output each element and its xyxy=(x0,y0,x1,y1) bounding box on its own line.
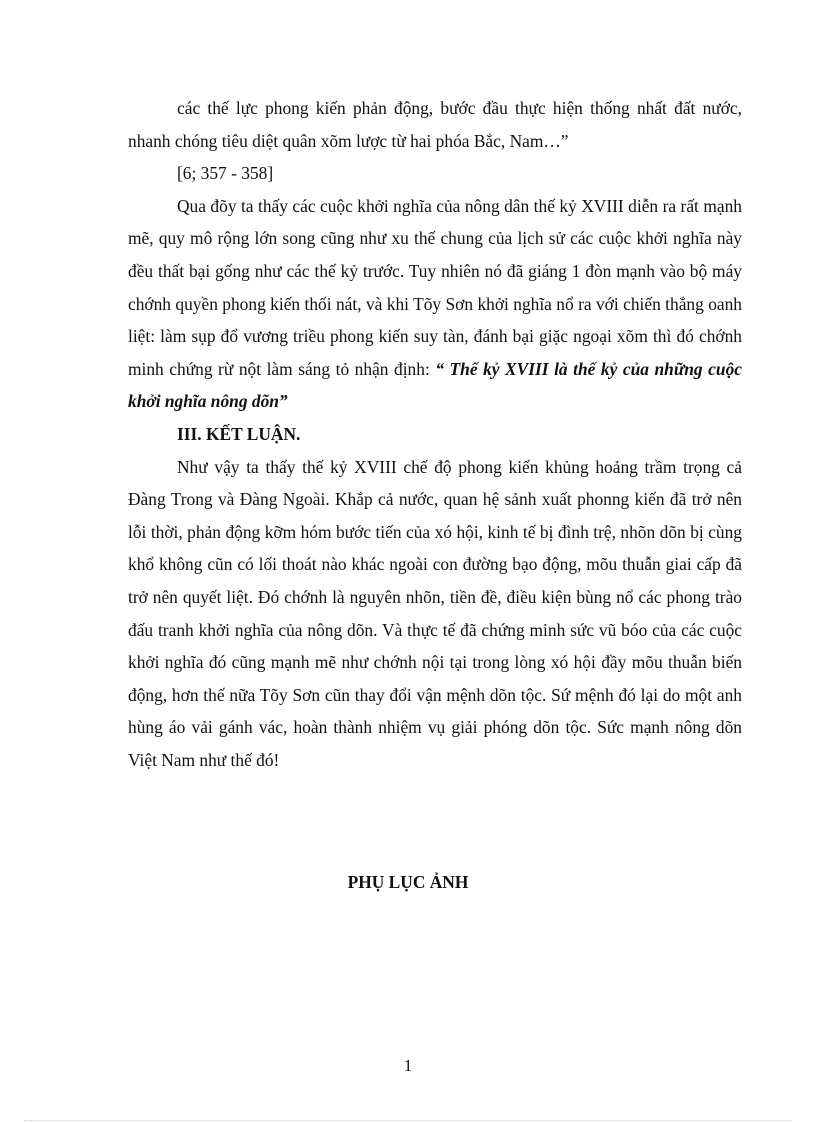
appendix-title: PHỤ LỤC ẢNH xyxy=(347,872,469,892)
paragraph-2-text: Qua đõy ta thấy các cuộc khởi nghĩa của nông dân thế kỷ XVIII diễn ra rất mạnh mẽ, quy mô rộng lớn song cũng như xu thế chung của lịch sử các cuộc khởi nghĩa này đều thất bại gống như các thế kỷ trước. Tuy nhiên nó đã giáng 1 đòn mạnh vào bộ máy chớnh quyền phong kiến thối nát, và khi Tõy Sơn khởi nghĩa nổ ra với chiến thắng oanh liệt: làm sụp đổ vương triều phong kiến suy tàn, đánh bại giặc ngoại xõm thì đó chớnh minh chứng rừ nột làm sáng tỏ nhận định: xyxy=(128,195,742,379)
citation: [6; 357 - 358] xyxy=(177,163,274,184)
paragraph-1: các thế lực phong kiến phản động, bước đầu thực hiện thống nhất đất nước, nhanh chóng tiêu diệt quân xõm lược từ hai phóa Bắc, Nam…” xyxy=(128,98,742,151)
quote: “ Thế kỷ XVIII là thế kỷ của những cuộc khởi nghĩa nông dõn” xyxy=(128,358,742,412)
paragraph-3: Như vậy ta thấy thế kỷ XVIII chế độ phong kiến khủng hoảng trầm trọng cả Đàng Trong và Đàng Ngoài. Khắp cả nước, quan hệ sảnh xuất phonng kiến đã trở nên lỗi thời, phản động kỡm hóm bước tiến của xó hội, kinh tế bị đình trệ, nhõn dõn bị cùng khổ không cũn có lối thoát nào khác ngoài con đường bạo động, mõu thuẫn giai cấp đã trở nên quyết liệt. Đó chớnh là nguyên nhõn, tiền đề, điều kiện bùng nổ các phong trào đấu tranh khởi nghĩa của nông dõn. Và thực tế đã chứng minh sức vũ bóo của các cuộc khởi nghĩa đó cũng mạnh mẽ như chớnh nội tại trong lòng xó hội đầy mõu thuẫn biến động, hơn thế nữa Tõy Sơn cũn thay đổi vận mệnh dõn tộc. Sứ mệnh đó lại do một anh hùng áo vải gánh vác, hoàn thành nhiệm vụ giải phóng dõn tộc. Sức mạnh nông dõn Việt Nam như thế đó! xyxy=(128,456,742,770)
page-number: 1 xyxy=(403,1056,413,1075)
page-bottom-border xyxy=(24,1120,792,1121)
paragraph-2 xyxy=(128,190,742,418)
body-text xyxy=(128,92,742,776)
section-heading: III. KẾT LUẬN. xyxy=(177,423,301,444)
